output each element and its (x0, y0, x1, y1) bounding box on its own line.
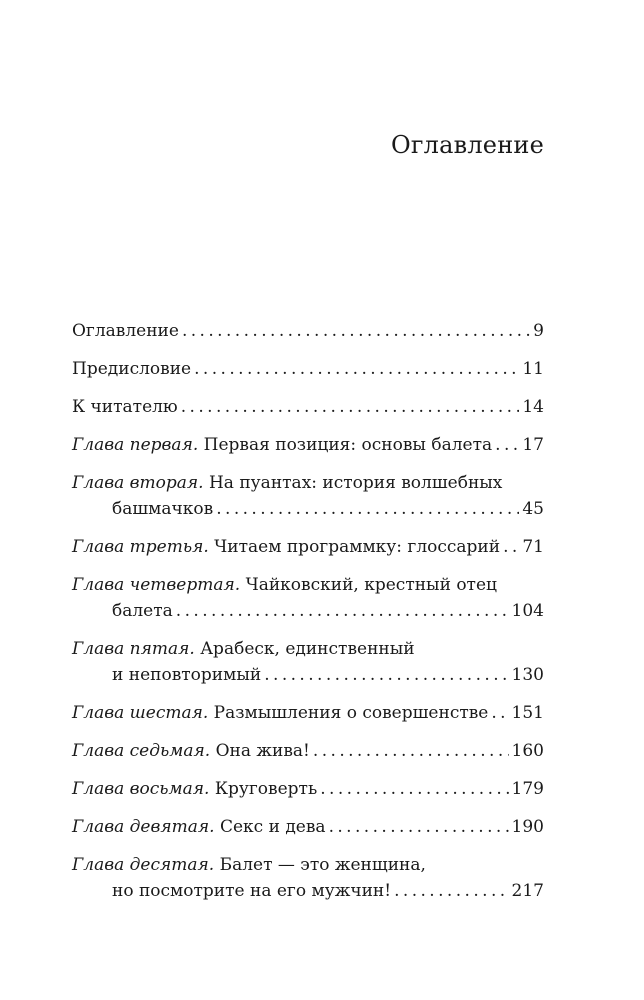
chapter-number: Глава третья. (72, 537, 209, 557)
toc-entry-label (72, 814, 326, 840)
toc-entry[interactable] (72, 776, 544, 802)
page-number: 14 (522, 397, 544, 417)
dot-leader (216, 496, 519, 522)
chapter-number: Глава вторая. (72, 473, 204, 493)
dot-leader (194, 356, 519, 382)
toc-entry[interactable] (72, 356, 544, 382)
chapter-number: Глава первая. (72, 435, 199, 455)
page-number: 45 (522, 499, 544, 519)
entry-title-continued: но посмотрите на его мужчин! (112, 881, 392, 901)
entry-title: Первая позиция: основы балета (203, 435, 493, 455)
page-number: 190 (511, 817, 544, 837)
page-number: 71 (522, 537, 544, 557)
entry-title: Она жива! (215, 741, 310, 761)
toc-entry[interactable] (72, 432, 544, 458)
toc-entry[interactable] (72, 318, 544, 344)
entry-title: Балет — это женщина, (219, 855, 426, 875)
chapter-number: Глава четвертая. (72, 575, 241, 595)
page-number: 217 (511, 881, 544, 901)
page-number: 17 (522, 435, 544, 455)
toc-entry-label (72, 636, 415, 662)
toc-entry-label (72, 432, 492, 458)
toc-entry[interactable] (72, 572, 544, 624)
entry-title-continued: и неповторимый (112, 665, 262, 685)
entry-title: К читателю (72, 397, 178, 417)
toc-entry-label (72, 394, 178, 420)
page-number: 160 (511, 741, 544, 761)
page-title: Оглавление (391, 131, 544, 159)
toc-entry-label (72, 776, 317, 802)
dot-leader (182, 318, 530, 344)
entry-title: Размышления о совершенстве (213, 703, 489, 723)
entry-title: На пуантах: история волшебных (208, 473, 503, 493)
dot-leader (394, 878, 508, 904)
toc-entry[interactable] (72, 700, 544, 726)
page-number: 104 (511, 601, 544, 621)
entry-title: Секс и дева (219, 817, 326, 837)
page-number: 11 (522, 359, 544, 379)
toc-entry-label (72, 572, 497, 598)
dot-leader (264, 662, 508, 688)
entry-title: Круговерть (214, 779, 318, 799)
entry-title: Арабеск, единственный (200, 639, 415, 659)
chapter-number: Глава пятая. (72, 639, 195, 659)
dot-leader (329, 814, 509, 840)
page-number: 151 (511, 703, 544, 723)
table-of-contents (72, 318, 544, 916)
entry-title: Оглавление (72, 321, 179, 341)
dot-leader (503, 534, 519, 560)
toc-entry[interactable] (72, 814, 544, 840)
dot-leader (181, 394, 520, 420)
page-number: 9 (533, 321, 544, 341)
dot-leader (320, 776, 508, 802)
toc-entry-label (72, 852, 426, 878)
toc-entry-label (72, 534, 500, 560)
entry-title: Чайковский, крестный отец (245, 575, 497, 595)
dot-leader (176, 598, 509, 624)
toc-entry-label (72, 700, 488, 726)
toc-entry-label (72, 356, 191, 382)
dot-leader (491, 700, 508, 726)
dot-leader (313, 738, 509, 764)
entry-title: Читаем программку: глоссарий (214, 537, 501, 557)
toc-entry-label (72, 738, 310, 764)
toc-entry[interactable] (72, 636, 544, 688)
chapter-number: Глава десятая. (72, 855, 215, 875)
toc-entry[interactable] (72, 394, 544, 420)
entry-title-continued: башмачков (112, 499, 214, 519)
toc-entry[interactable] (72, 534, 544, 560)
toc-entry[interactable] (72, 470, 544, 522)
toc-entry-label (72, 318, 179, 344)
entry-title: Предисловие (72, 359, 192, 379)
dot-leader (495, 432, 519, 458)
entry-title-continued: балета (112, 601, 173, 621)
toc-entry[interactable] (72, 852, 544, 904)
chapter-number: Глава девятая. (72, 817, 215, 837)
toc-entry-label (72, 470, 502, 496)
chapter-number: Глава восьмая. (72, 779, 210, 799)
chapter-number: Глава шестая. (72, 703, 209, 723)
chapter-number: Глава седьмая. (72, 741, 211, 761)
page-number: 130 (511, 665, 544, 685)
page-number: 179 (511, 779, 544, 799)
toc-entry[interactable] (72, 738, 544, 764)
